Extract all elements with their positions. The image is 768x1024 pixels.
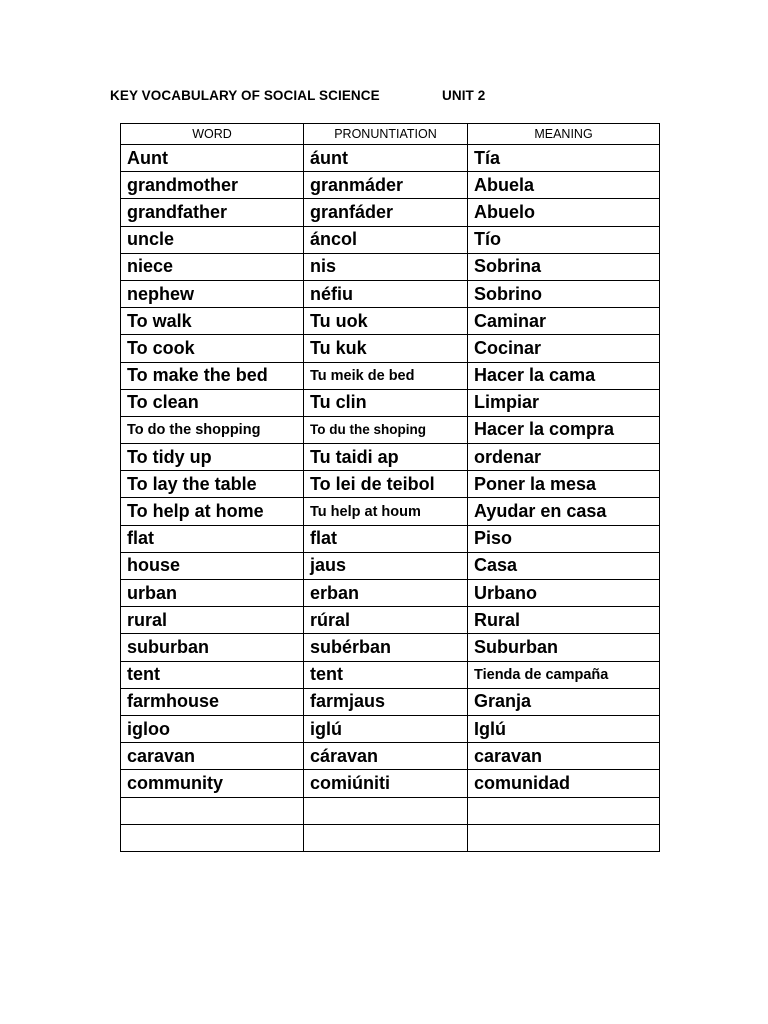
word-cell: To walk [121, 308, 304, 335]
meaning-cell: Sobrino [468, 280, 660, 307]
pronunciation-cell: Tu taidi ap [304, 444, 468, 471]
table-header-row [121, 124, 660, 145]
document-heading [110, 88, 486, 103]
pronunciation-cell: Tu meik de bed [304, 362, 468, 389]
table-row [121, 335, 660, 362]
table-row [121, 661, 660, 688]
word-cell: grandfather [121, 199, 304, 226]
word-cell [121, 797, 304, 824]
word-cell: community [121, 770, 304, 797]
meaning-cell: Piso [468, 525, 660, 552]
table-row [121, 552, 660, 579]
word-cell: To lay the table [121, 471, 304, 498]
meaning-cell: Tía [468, 145, 660, 172]
pronunciation-cell: iglú [304, 715, 468, 742]
word-cell: caravan [121, 743, 304, 770]
word-cell [121, 824, 304, 851]
pronunciation-cell: nis [304, 253, 468, 280]
word-cell: suburban [121, 634, 304, 661]
pronunciation-cell: Tu clin [304, 389, 468, 416]
table-row [121, 770, 660, 797]
word-cell: flat [121, 525, 304, 552]
table-row [121, 715, 660, 742]
meaning-cell: Ayudar en casa [468, 498, 660, 525]
pronunciation-cell [304, 797, 468, 824]
vocabulary-table [120, 123, 660, 852]
word-cell: urban [121, 580, 304, 607]
meaning-cell: Rural [468, 607, 660, 634]
pronunciation-cell: granfáder [304, 199, 468, 226]
vocabulary-table-body [121, 145, 660, 852]
word-cell: niece [121, 253, 304, 280]
word-cell: farmhouse [121, 688, 304, 715]
meaning-cell: Hacer la cama [468, 362, 660, 389]
table-row [121, 416, 660, 443]
table-row [121, 580, 660, 607]
table-row [121, 634, 660, 661]
pronunciation-cell: áunt [304, 145, 468, 172]
pronunciation-cell: Tu kuk [304, 335, 468, 362]
word-cell: To make the bed [121, 362, 304, 389]
column-header-meaning: MEANING [468, 124, 660, 145]
table-row [121, 280, 660, 307]
pronunciation-cell: cáravan [304, 743, 468, 770]
table-row [121, 444, 660, 471]
pronunciation-cell: erban [304, 580, 468, 607]
table-row [121, 824, 660, 851]
table-row [121, 389, 660, 416]
word-cell: To cook [121, 335, 304, 362]
meaning-cell: Granja [468, 688, 660, 715]
meaning-cell: caravan [468, 743, 660, 770]
pronunciation-cell: farmjaus [304, 688, 468, 715]
pronunciation-cell: tent [304, 661, 468, 688]
pronunciation-cell: áncol [304, 226, 468, 253]
pronunciation-cell: jaus [304, 552, 468, 579]
table-row [121, 145, 660, 172]
word-cell: To tidy up [121, 444, 304, 471]
column-header-word: WORD [121, 124, 304, 145]
word-cell: To clean [121, 389, 304, 416]
meaning-cell: Abuelo [468, 199, 660, 226]
word-cell: Aunt [121, 145, 304, 172]
pronunciation-cell: To du the shoping [304, 416, 468, 443]
word-cell: To help at home [121, 498, 304, 525]
table-row [121, 525, 660, 552]
meaning-cell: Poner la mesa [468, 471, 660, 498]
meaning-cell: Hacer la compra [468, 416, 660, 443]
meaning-cell: Urbano [468, 580, 660, 607]
pronunciation-cell: comiúniti [304, 770, 468, 797]
word-cell: grandmother [121, 172, 304, 199]
table-row [121, 362, 660, 389]
pronunciation-cell: néfiu [304, 280, 468, 307]
meaning-cell: Caminar [468, 308, 660, 335]
pronunciation-cell: subérban [304, 634, 468, 661]
meaning-cell: Cocinar [468, 335, 660, 362]
pronunciation-cell: rúral [304, 607, 468, 634]
table-row [121, 743, 660, 770]
pronunciation-cell: granmáder [304, 172, 468, 199]
column-header-pronunciation: PRONUNTIATION [304, 124, 468, 145]
meaning-cell: Abuela [468, 172, 660, 199]
meaning-cell: comunidad [468, 770, 660, 797]
unit-label: UNIT 2 [442, 88, 486, 103]
table-row [121, 308, 660, 335]
table-row [121, 797, 660, 824]
table-row [121, 199, 660, 226]
pronunciation-cell: Tu help at houm [304, 498, 468, 525]
meaning-cell: Casa [468, 552, 660, 579]
meaning-cell: Tío [468, 226, 660, 253]
meaning-cell [468, 797, 660, 824]
meaning-cell: Iglú [468, 715, 660, 742]
word-cell: igloo [121, 715, 304, 742]
table-row [121, 498, 660, 525]
document-title: KEY VOCABULARY OF SOCIAL SCIENCE [110, 88, 380, 103]
word-cell: rural [121, 607, 304, 634]
meaning-cell: Limpiar [468, 389, 660, 416]
pronunciation-cell: To lei de teibol [304, 471, 468, 498]
pronunciation-cell: flat [304, 525, 468, 552]
meaning-cell: ordenar [468, 444, 660, 471]
word-cell: tent [121, 661, 304, 688]
table-row [121, 226, 660, 253]
table-row [121, 688, 660, 715]
table-row [121, 607, 660, 634]
meaning-cell: Tienda de campaña [468, 661, 660, 688]
word-cell: uncle [121, 226, 304, 253]
meaning-cell [468, 824, 660, 851]
word-cell: nephew [121, 280, 304, 307]
table-row [121, 471, 660, 498]
word-cell: To do the shopping [121, 416, 304, 443]
pronunciation-cell [304, 824, 468, 851]
meaning-cell: Sobrina [468, 253, 660, 280]
table-row [121, 253, 660, 280]
word-cell: house [121, 552, 304, 579]
table-row [121, 172, 660, 199]
pronunciation-cell: Tu uok [304, 308, 468, 335]
meaning-cell: Suburban [468, 634, 660, 661]
